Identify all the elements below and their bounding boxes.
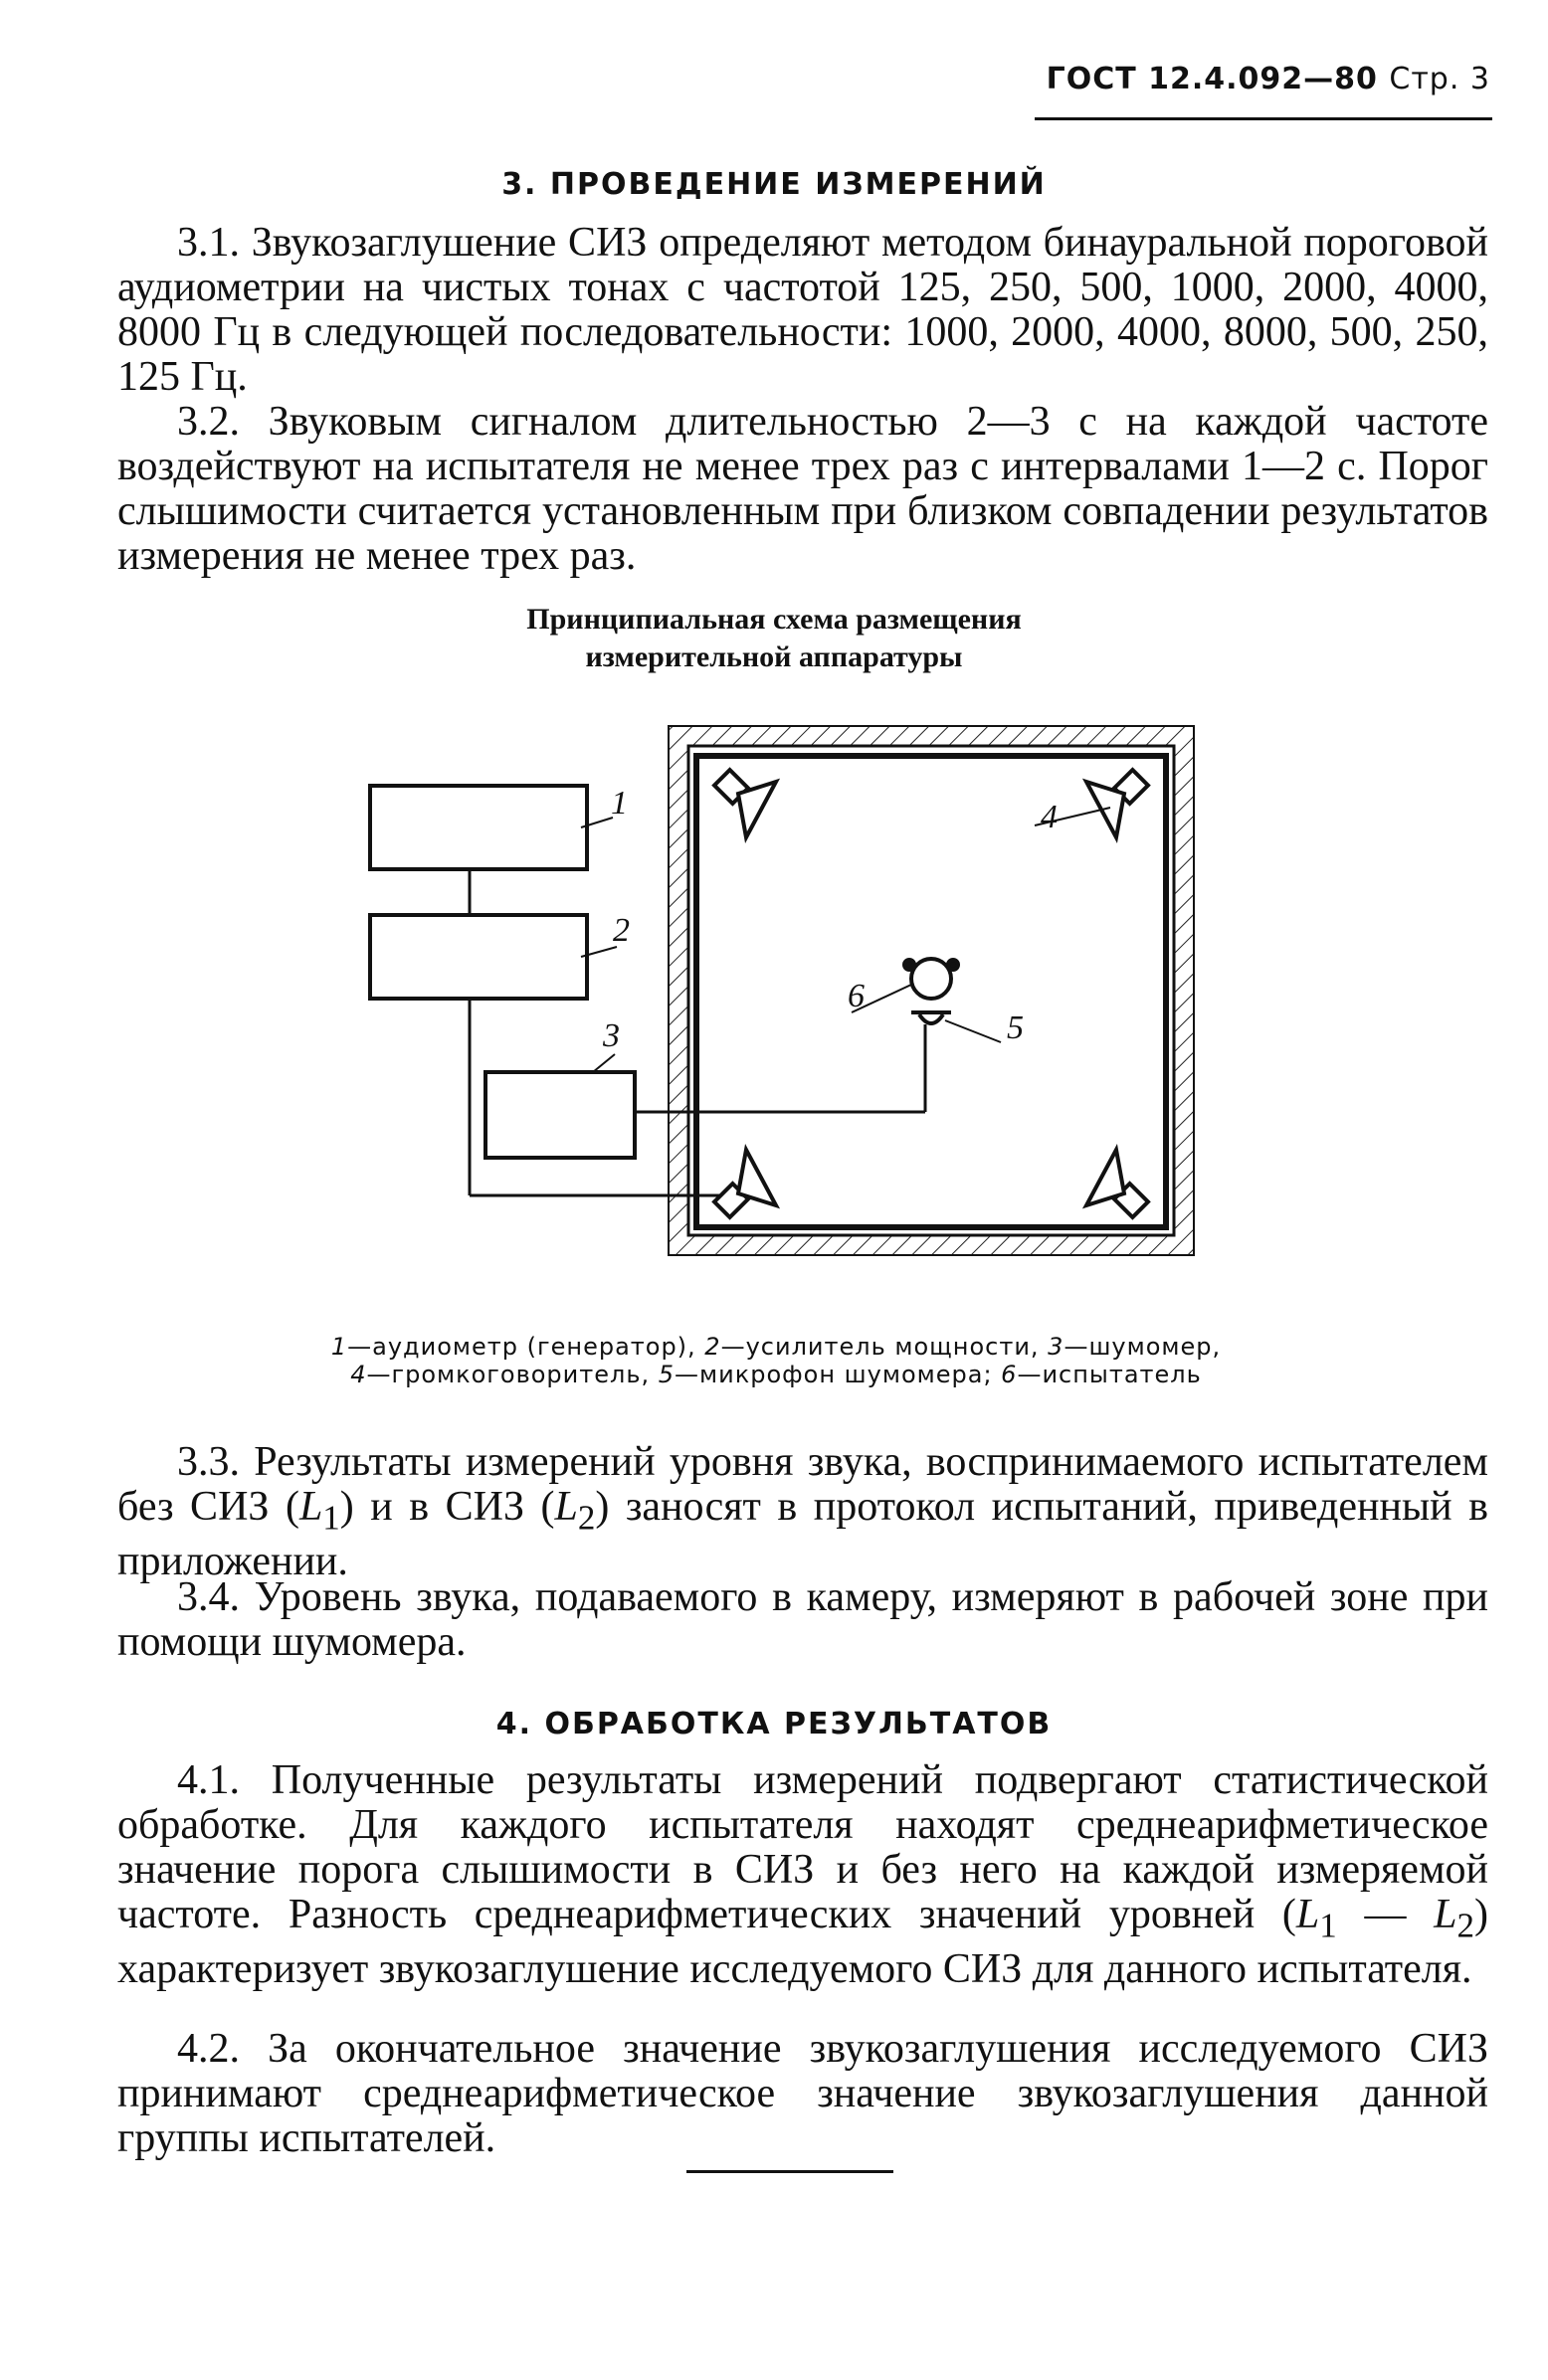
amplifier-box: [370, 915, 587, 999]
page-number: Стр. 3: [1389, 62, 1490, 96]
audiometer-box: [370, 786, 587, 869]
legend-text: —усилитель мощности,: [720, 1333, 1049, 1361]
l2-subscript: 2: [1456, 1906, 1475, 1945]
l1-subscript: 1: [1319, 1906, 1337, 1945]
label-5: 5: [1007, 1009, 1024, 1046]
legend-text: —испытатель: [1017, 1361, 1202, 1388]
paragraph-4-2: 4.2. За окончательное значение звукозаглушения исследуемого СИЗ принимают среднеарифметическое значение звукозаглушения данной группы испытателей.: [117, 2026, 1488, 2161]
minus-sign: —: [1336, 1892, 1435, 1937]
legend-text: —громкоговоритель,: [366, 1361, 659, 1388]
section-3-title: 3. ПРОВЕДЕНИЕ ИЗМЕРЕНИЙ: [501, 167, 1047, 202]
legend-num: 5: [658, 1361, 676, 1388]
p41-text-b: ) характеризует звукозаглушение исследуемого СИЗ для данного испытателя.: [117, 1892, 1489, 1993]
paragraph-3-1: 3.1. Звукозаглушение СИЗ определяют методом бинауральной пороговой аудиометрии на чистых тонах с частотой 125, 250, 500, 1000, 2000, 4000, 8000 Гц в следующей последовательности: 1000, 2000, 4000, 8000, 500, 250, 125 Гц.: [117, 220, 1488, 400]
l1-symbol: L: [298, 1484, 323, 1530]
figure-legend: [328, 1333, 1224, 1388]
legend-num: 4: [350, 1361, 367, 1388]
legend-text: —микрофон шумомера;: [675, 1361, 1002, 1388]
label-1: 1: [611, 785, 628, 822]
p33-text-a: 3.3. Результаты измерений уровня звука, воспринимаемого испытателем без СИЗ (: [117, 1439, 1488, 1530]
legend-num: 3: [1048, 1333, 1064, 1361]
label-4: 4: [1041, 799, 1058, 835]
l1-subscript: 1: [322, 1498, 340, 1538]
p33-text-c: ) заносят в протокол испытаний, приведенный в приложении.: [117, 1484, 1488, 1585]
legend-text: —аудиометр (генератор),: [347, 1333, 705, 1361]
p41-text-a: 4.1. Полученные результаты измерений подвергают статистической обработке. Для каждого испытателя находят среднеарифметическое значение порога слышимости в СИЗ и без него на каждой измеряемой частоте. Разность среднеарифметических значений уровней (: [117, 1757, 1488, 1937]
l2-subscript: 2: [577, 1498, 596, 1538]
l2-symbol: L: [554, 1484, 578, 1530]
l2-symbol: L: [1434, 1892, 1457, 1937]
legend-num: 6: [1001, 1361, 1018, 1388]
p33-text-b: ) и в СИЗ (: [339, 1484, 555, 1530]
label-2: 2: [613, 912, 630, 949]
paragraph-3-4: 3.4. Уровень звука, подаваемого в камеру, измеряют в рабочей зоне при помощи шумомера.: [117, 1574, 1488, 1665]
section-4-title: 4. ОБРАБОТКА РЕЗУЛЬТАТОВ: [495, 1707, 1053, 1741]
label-6: 6: [848, 978, 865, 1014]
standard-number: ГОСТ 12.4.092—80: [1046, 62, 1378, 96]
end-rule: [686, 2170, 893, 2173]
legend-num: 2: [704, 1333, 721, 1361]
l1-symbol: L: [1295, 1892, 1320, 1937]
sound-level-meter-box: [485, 1072, 635, 1158]
figure-title-line-1: Принципиальная схема размещения: [526, 603, 1022, 636]
legend-num: 1: [330, 1333, 348, 1361]
paragraph-4-1: [117, 1758, 1488, 1992]
label-3: 3: [603, 1017, 620, 1054]
figure-title-line-2: измерительной аппаратуры: [585, 641, 963, 673]
legend-text: —шумомер,: [1064, 1333, 1222, 1361]
paragraph-3-2: 3.2. Звуковым сигналом длительностью 2—3 с на каждой частоте воздействуют на испытателя не менее трех раз с интервалами 1—2 с. Порог слышимости считается установленным при близком совпадении результатов измерения не менее трех раз.: [117, 399, 1488, 579]
paragraph-3-3: [117, 1440, 1488, 1584]
